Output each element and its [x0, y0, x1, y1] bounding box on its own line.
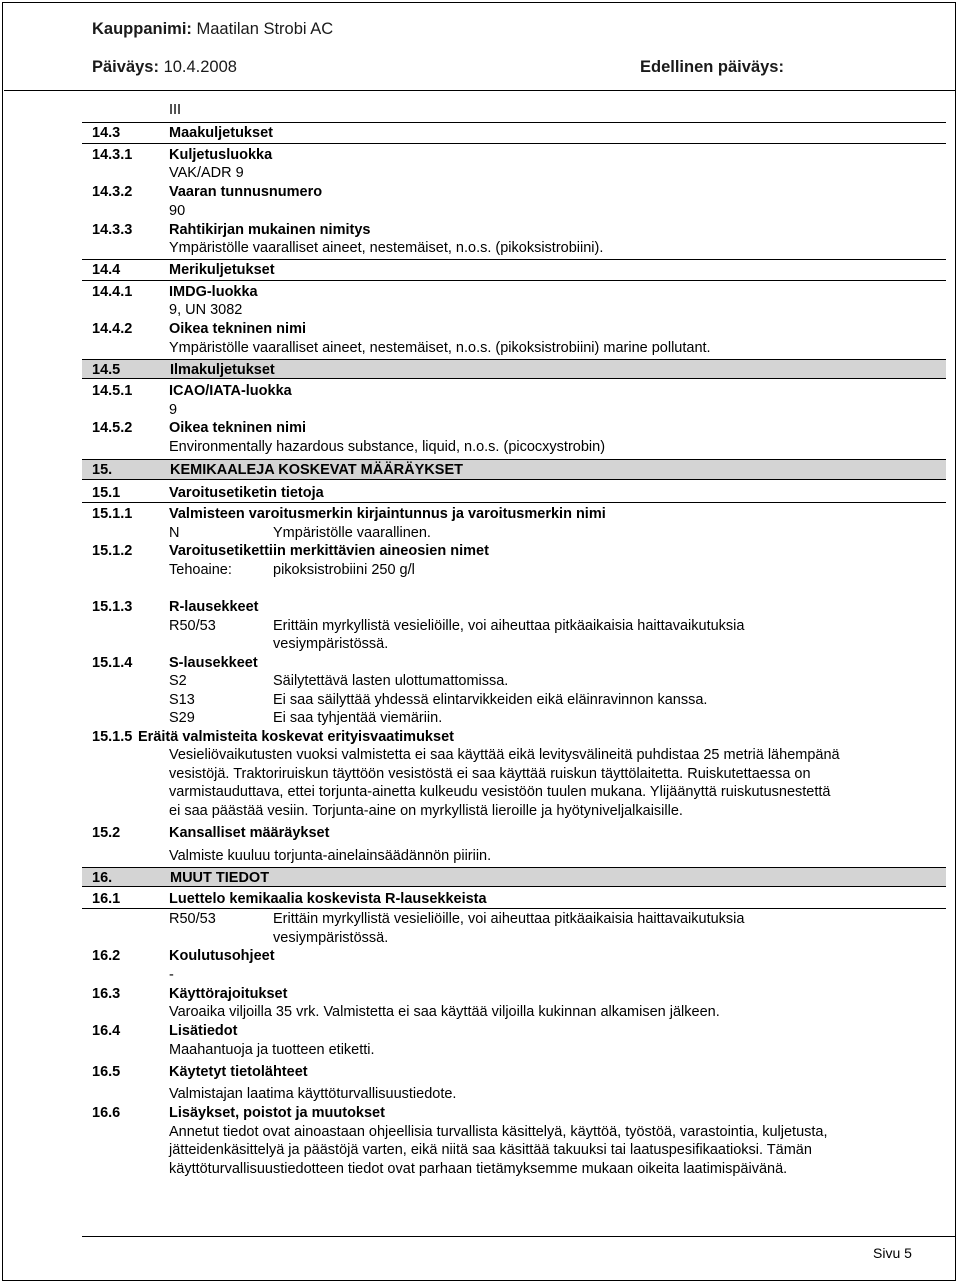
section-number: 14.3	[92, 125, 121, 141]
section-value: 9	[169, 402, 178, 418]
section-number: 15.1	[92, 485, 121, 501]
phrase-code: S13	[169, 692, 195, 708]
divider	[82, 908, 946, 909]
section-number: 16.1	[92, 891, 121, 907]
section-heading-16: 16. MUUT TIEDOT	[82, 867, 946, 887]
section-title: Kuljetusluokka	[169, 147, 273, 163]
phrase-code: R50/53	[169, 618, 216, 634]
phrase-code: R50/53	[169, 911, 216, 927]
section-value: VAK/ADR 9	[169, 165, 244, 181]
section-title: Maakuljetukset	[169, 125, 273, 141]
section-number: 14.3.1	[92, 147, 133, 163]
section-number: 14.5.2	[92, 420, 133, 436]
section-title: Merikuljetukset	[169, 262, 275, 278]
section-title: Varoitusetikettiin merkittävien aineosien nimet	[169, 543, 489, 559]
footer-divider	[82, 1236, 956, 1237]
previous-date: Edellinen päiväys:	[640, 58, 784, 76]
section-number: 16.6	[92, 1105, 121, 1121]
section-number: 14.4.1	[92, 284, 133, 300]
divider	[82, 122, 946, 123]
divider	[82, 280, 946, 281]
document-date: Päiväys: 10.4.2008	[92, 58, 237, 76]
section-value: III	[169, 102, 182, 118]
section-number: 15.1.5	[92, 729, 133, 745]
company-name: Kauppanimi: Maatilan Strobi AC	[92, 20, 334, 38]
phrase-text: Ei saa tyhjentää viemäriin.	[273, 710, 443, 726]
phrase-text: Erittäin myrkyllistä vesieliöille, voi aiheuttaa pitkäaikaisia haittavaikutuksia	[273, 618, 745, 634]
section-title: Oikea tekninen nimi	[169, 321, 306, 337]
section-number: 15.1.4	[92, 655, 133, 671]
section-value: Varoaika viljoilla 35 vrk. Valmistetta ei saa käyttää viljoilla kukinnan alkamisen jälkeen.	[169, 1004, 720, 1020]
page-number: Sivu 5	[873, 1245, 912, 1261]
phrase-text: vesiympäristössä.	[273, 636, 389, 652]
section-number: 15.2	[92, 825, 121, 841]
section-value: Valmistajan laatima käyttöturvallisuustiedote.	[169, 1086, 457, 1102]
phrase-text: Erittäin myrkyllistä vesieliöille, voi aiheuttaa pitkäaikaisia haittavaikutuksia	[273, 911, 745, 927]
section-number: 16.2	[92, 948, 121, 964]
ingredient-label: Tehoaine:	[169, 562, 232, 578]
section-value: -	[169, 967, 174, 983]
paragraph-line: vesistöjä. Traktoriruiskun täyttöön vesistöstä ei saa käyttää ruiskun täyttölaitetta. Ruiskutettaessa on	[169, 766, 811, 782]
section-title: Vaaran tunnusnumero	[169, 184, 323, 200]
section-title: Luettelo kemikaalia koskevista R-lausekkeista	[169, 891, 487, 907]
section-value: 90	[169, 203, 186, 219]
section-title: IMDG-luokka	[169, 284, 258, 300]
section-number: 14.4	[92, 262, 121, 278]
phrase-code: S2	[169, 673, 187, 689]
paragraph-line: varmistauduttava, ettei torjunta-ainetta kulkeudu vesistöön tuulen mukana. Ylijäänyttä ruiskutusnestettä	[169, 784, 831, 800]
section-number: 14.3.3	[92, 222, 133, 238]
paragraph-line: Annetut tiedot ovat ainoastaan ohjeellisia turvallista käsittelyä, käyttöä, työstöä, varastointia, kuljetusta,	[169, 1124, 828, 1140]
section-title: Rahtikirjan mukainen nimitys	[169, 222, 371, 238]
phrase-text: vesiympäristössä.	[273, 930, 389, 946]
section-value: Maahantuoja ja tuotteen etiketti.	[169, 1042, 375, 1058]
phrase-text: Säilytettävä lasten ulottumattomissa.	[273, 673, 509, 689]
section-value: Ympäristölle vaaralliset aineet, nestemäiset, n.o.s. (pikoksistrobiini) marine pollutant.	[169, 340, 711, 356]
page-frame	[2, 2, 956, 1281]
section-number: 15.1.1	[92, 506, 133, 522]
section-value: 9, UN 3082	[169, 302, 243, 318]
symbol-text: Ympäristölle vaarallinen.	[273, 525, 431, 541]
section-title: Käytetyt tietolähteet	[169, 1064, 308, 1080]
section-title: Eräitä valmisteita koskevat erityisvaatimukset	[138, 729, 454, 745]
section-title: R-lausekkeet	[169, 599, 259, 615]
section-number: 16.4	[92, 1023, 121, 1039]
section-heading-15: 15. KEMIKAALEJA KOSKEVAT MÄÄRÄYKSET	[82, 459, 946, 480]
divider	[82, 502, 946, 503]
paragraph-line: jätteidenkäsittelyä ja päästöjä varten, eikä niitä saa käsittää takuuksi tai laatuspesifikaatioksi. Tämän	[169, 1142, 812, 1158]
section-number: 14.4.2	[92, 321, 133, 337]
section-number: 15.1.3	[92, 599, 133, 615]
section-title: Varoitusetiketin tietoja	[169, 485, 324, 501]
section-heading-14-5: 14.5 Ilmakuljetukset	[82, 359, 946, 379]
section-title: Koulutusohjeet	[169, 948, 275, 964]
paragraph-line: ei saa päästää vesiin. Torjunta-aine on myrkyllistä lieroille ja hyötyniveljalkaisille.	[169, 803, 683, 819]
section-number: 16.5	[92, 1064, 121, 1080]
divider	[82, 259, 946, 260]
section-title: ICAO/IATA-luokka	[169, 383, 292, 399]
paragraph-line: Vesieliövaikutusten vuoksi valmistetta ei saa käyttää eikä levitysvälineitä puhdistaa 25 metriä lähempänä	[169, 747, 840, 763]
phrase-code: S29	[169, 710, 195, 726]
section-title: S-lausekkeet	[169, 655, 258, 671]
section-number: 14.5.1	[92, 383, 133, 399]
ingredient-value: pikoksistrobiini 250 g/l	[273, 562, 415, 578]
section-value: Valmiste kuuluu torjunta-ainelainsäädännön piiriin.	[169, 848, 492, 864]
divider	[82, 143, 946, 144]
paragraph-line: käyttöturvallisuustiedotteen tiedot ovat parhaan tietämyksemme mukaan oikeita laatimispäivänä.	[169, 1161, 788, 1177]
section-value: Environmentally hazardous substance, liquid, n.o.s. (picocxystrobin)	[169, 439, 606, 455]
phrase-text: Ei saa säilyttää yhdessä elintarvikkeiden eikä eläinravinnon kanssa.	[273, 692, 708, 708]
section-title: Oikea tekninen nimi	[169, 420, 306, 436]
section-title: Lisäykset, poistot ja muutokset	[169, 1105, 385, 1121]
section-title: Lisätiedot	[169, 1023, 238, 1039]
symbol-code: N	[169, 525, 180, 541]
section-number: 15.1.2	[92, 543, 133, 559]
section-title: Valmisteen varoitusmerkin kirjaintunnus ja varoitusmerkin nimi	[169, 506, 606, 522]
section-title: Käyttörajoitukset	[169, 986, 288, 1002]
section-title: Kansalliset määräykset	[169, 825, 330, 841]
section-number: 14.3.2	[92, 184, 133, 200]
header-divider	[4, 90, 956, 91]
section-number: 16.3	[92, 986, 121, 1002]
section-value: Ympäristölle vaaralliset aineet, nestemäiset, n.o.s. (pikoksistrobiini).	[169, 240, 604, 256]
